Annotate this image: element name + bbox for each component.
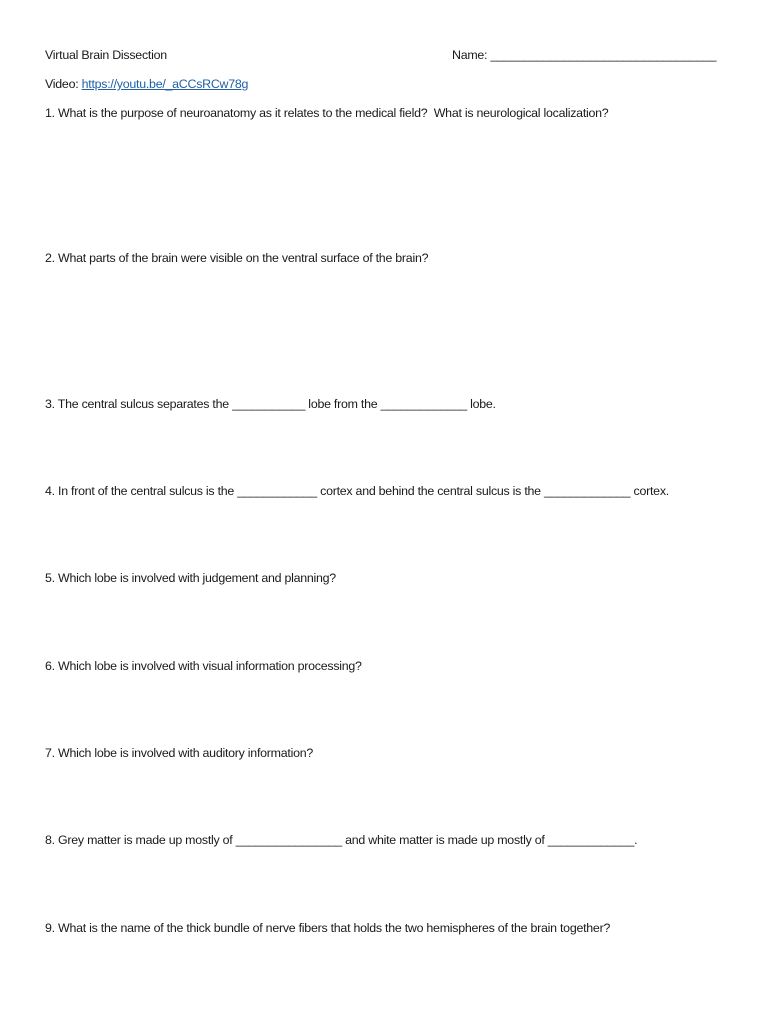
question-9: 9. What is the name of the thick bundle of nerve fibers that holds the two hemispheres of the brain together? bbox=[45, 921, 611, 935]
question-7: 7. Which lobe is involved with auditory information? bbox=[45, 746, 313, 760]
question-5: 5. Which lobe is involved with judgement and planning? bbox=[45, 571, 336, 585]
document-title: Virtual Brain Dissection bbox=[45, 48, 167, 62]
name-field[interactable] bbox=[452, 47, 716, 63]
question-4: 4. In front of the central sulcus is the ____________ cortex and behind the central sulcus is the _____________ cortex. bbox=[45, 484, 669, 498]
name-blank[interactable]: __________________________________ bbox=[490, 48, 717, 62]
video-line bbox=[45, 76, 248, 92]
question-8: 8. Grey matter is made up mostly of ________________ and white matter is made up mostly of _____________. bbox=[45, 833, 638, 847]
video-label: Video: bbox=[45, 77, 82, 91]
question-6: 6. Which lobe is involved with visual information processing? bbox=[45, 659, 362, 673]
name-label: Name: bbox=[452, 48, 491, 62]
question-1: 1. What is the purpose of neuroanatomy as it relates to the medical field? What is neurological localization? bbox=[45, 106, 609, 120]
question-3: 3. The central sulcus separates the ___________ lobe from the _____________ lobe. bbox=[45, 397, 496, 411]
question-2: 2. What parts of the brain were visible on the ventral surface of the brain? bbox=[45, 251, 429, 265]
video-link[interactable]: https://youtu.be/_aCCsRCw78g bbox=[81, 77, 249, 91]
